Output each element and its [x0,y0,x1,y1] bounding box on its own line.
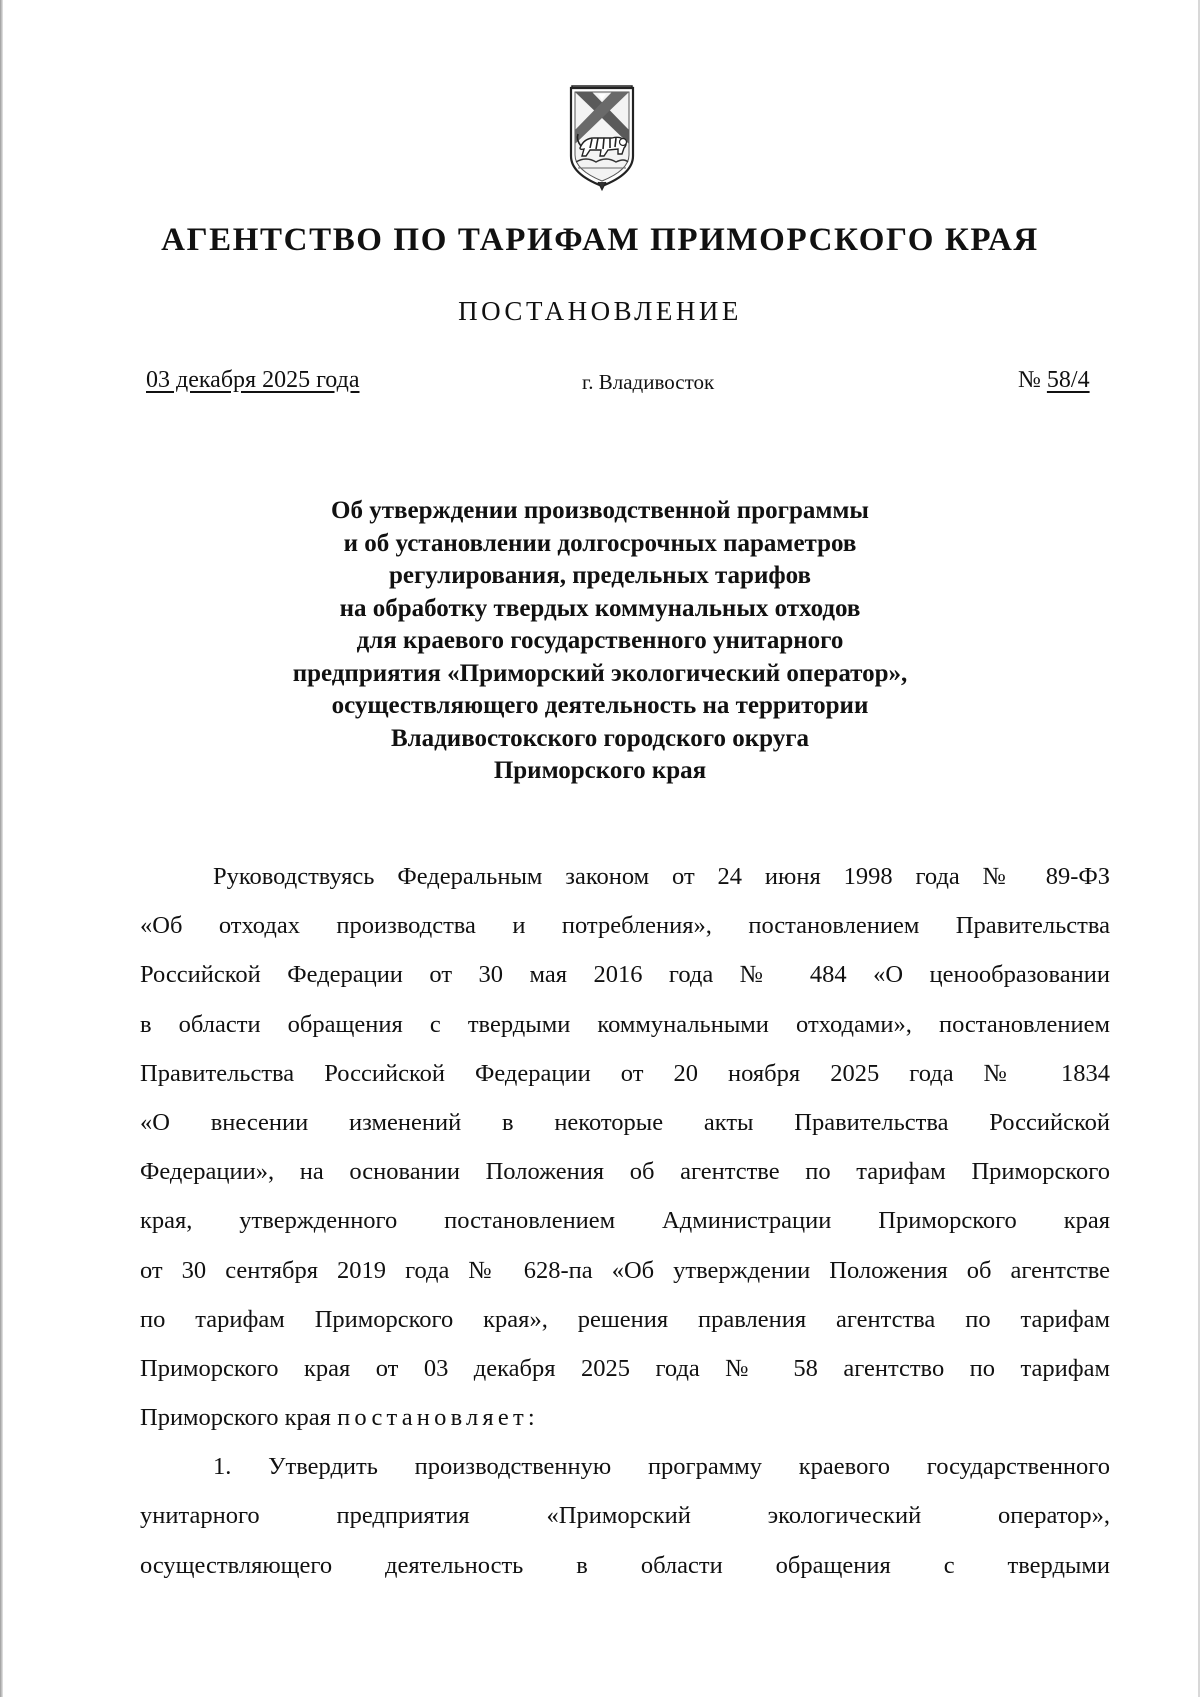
body-line: Федерации», на основании Положения об агентстве по тарифам Приморского [140,1158,1110,1186]
body-line: осуществляющего деятельность в области обращения с твердыми [140,1551,1110,1579]
body-line: 1. Утвердить производственную программу краевого государственного [213,1453,1110,1481]
body-line: «О внесении изменений в некоторые акты Правительства Российской [140,1108,1110,1136]
body-line: от 30 сентября 2019 года № 628-па «Об утверждении Положения об агентстве [140,1256,1110,1284]
document-title [200,495,1000,788]
number-value: 58/4 [1046,367,1090,393]
title-line: Приморского края [493,757,707,784]
body-line: в области обращения с твердыми коммунальными отходами», постановлением [140,1010,1110,1038]
title-line: Об утверждении производственной программы [331,497,869,524]
body-line: Правительства Российской Федерации от 20 ноября 2025 года № 1834 [140,1059,1110,1087]
title-line: на обработку твердых коммунальных отходов [339,594,861,622]
title-line: Владивостокского городского округа [390,724,810,752]
document-body [140,852,1110,1590]
agency-name: АГЕНТСТВО ПО ТАРИФАМ ПРИМОРСКОГО КРАЯ [161,222,1039,258]
document-number [1018,367,1090,394]
body-line: Руководствуясь Федеральным законом от 24 июня 1998 года № 89-ФЗ [213,863,1110,890]
document-city: г. Владивосток [582,370,715,394]
body-line: края, утвержденного постановлением Администрации Приморского края [140,1207,1110,1235]
document-date: 03 декабря 2025 года [146,367,360,393]
body-line-resolves [140,1393,1110,1442]
title-line: регулирования, предельных тарифов [388,562,812,589]
document-type: ПОСТАНОВЛЕНИЕ [458,296,742,326]
coat-of-arms-icon [568,78,636,198]
body-line: унитарного предприятия «Приморский экологический оператор», [140,1502,1110,1530]
body-line: по тарифам Приморского края», решения правления агентства по тарифам [140,1305,1110,1333]
body-line: «Об отходах производства и потребления», постановлением Правительства [140,912,1110,940]
resolves-word: постановляет: [337,1404,539,1432]
title-line: осуществляющего деятельность на территории [331,692,869,719]
title-line: предприятия «Приморский экологический оператор», [292,659,908,687]
resolves-prefix: Приморского края [140,1404,331,1432]
body-line: Российской Федерации от 30 мая 2016 года № 484 «О ценообразовании [140,961,1110,989]
title-line: для краевого государственного унитарного [356,627,844,654]
body-line: Приморского края от 03 декабря 2025 года № 58 агентство по тарифам [140,1354,1110,1382]
number-sign: № [1018,367,1041,393]
title-line: и об установлении долгосрочных параметров [343,529,857,557]
